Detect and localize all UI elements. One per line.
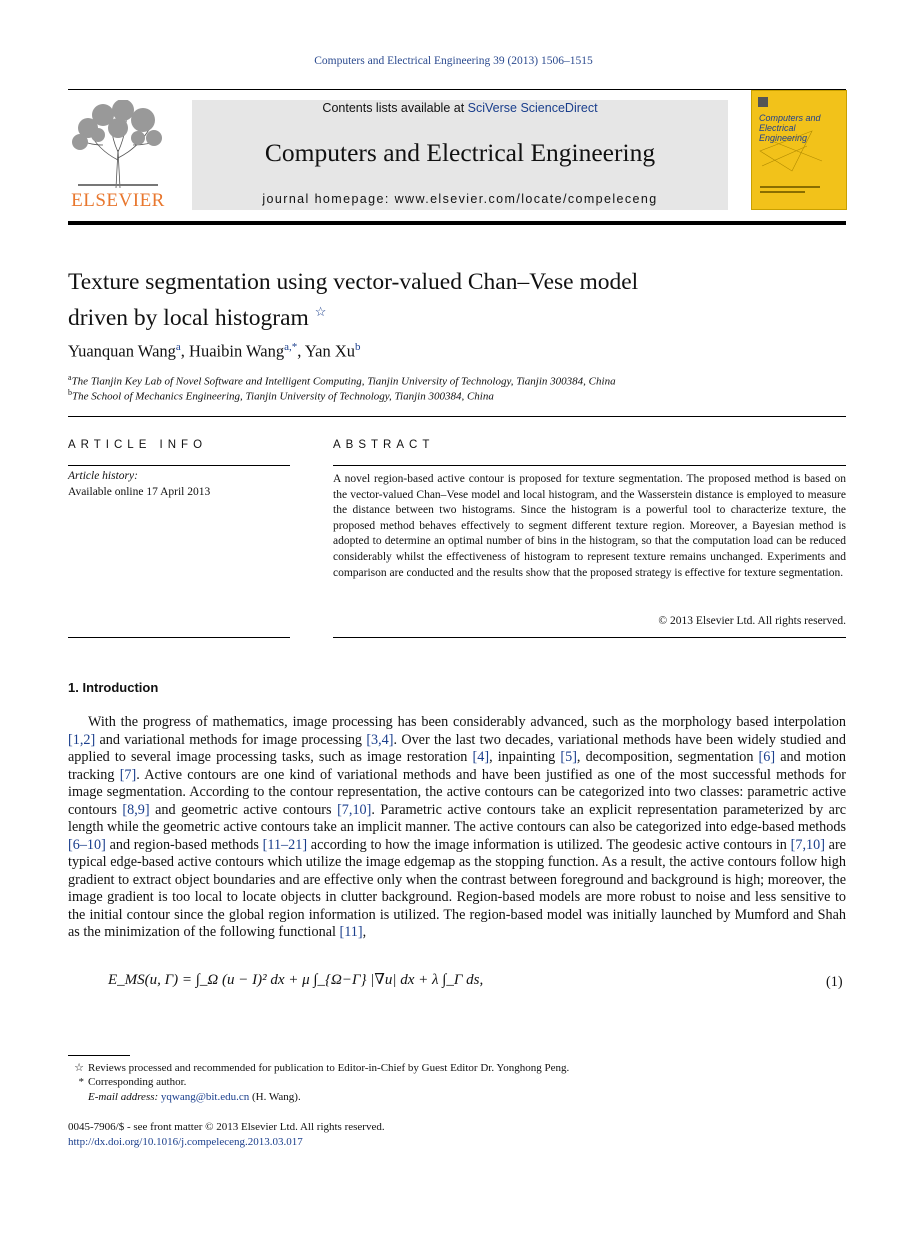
author-name: Huaibin Wang xyxy=(189,341,285,361)
footnote-text: Corresponding author. xyxy=(88,1076,187,1088)
publisher-name: ELSEVIER xyxy=(71,190,165,211)
doi-link[interactable]: http://dx.doi.org/10.1016/j.compeleceng.2013.03.017 xyxy=(68,1136,303,1148)
title-line1: Texture segmentation using vector-valued Chan–Vese model xyxy=(68,269,639,295)
text-run: , xyxy=(362,924,367,940)
reference-link[interactable]: [11–21] xyxy=(262,836,308,853)
reference-link[interactable]: [5] xyxy=(560,749,577,765)
article-title xyxy=(68,268,768,333)
text-run: and variational methods for image processing xyxy=(95,731,367,748)
footnote-star xyxy=(68,1061,569,1074)
elsevier-logo[interactable] xyxy=(68,100,168,210)
header-thick-rule xyxy=(68,221,846,225)
homepage-url[interactable]: www.elsevier.com/locate/compeleceng xyxy=(394,192,658,206)
sciencedirect-link[interactable]: SciVerse ScienceDirect xyxy=(467,101,598,115)
affiliation-mark: a xyxy=(68,373,72,382)
text-run: . Parametric active contours take an explicit representation parameterized by arc length while the geometric active contours take an implicit manner. The active contours can also be categorized into edge-based methods xyxy=(68,801,846,835)
reference-link[interactable]: [3,4] xyxy=(366,731,394,748)
email-suffix: (H. Wang). xyxy=(249,1091,301,1103)
cover-title-line2: Electrical Engineering xyxy=(759,123,808,143)
affiliation-a xyxy=(68,373,616,388)
reference-link[interactable]: [7] xyxy=(119,766,137,783)
affiliation-text: The Tianjin Key Lab of Novel Software and Intelligent Computing, Tianjin University of Technology, Tianjin 300384, China xyxy=(71,375,616,388)
title-footnote-mark[interactable]: ☆ xyxy=(314,304,327,319)
footnote-corresponding xyxy=(68,1076,186,1088)
author-list xyxy=(68,341,361,362)
footnote-mark: * xyxy=(78,1076,84,1088)
journal-citation[interactable]: Computers and Electrical Engineering 39 (2013) 1506–1515 xyxy=(314,55,593,67)
text-run: . Active contours are one kind of variational methods and have been justified as one of the most successful methods for image segmentation. According to the contour representation, the active contours can be categorized into two classes: parametric active contours xyxy=(68,766,847,818)
homepage-prefix: journal homepage: xyxy=(262,192,395,206)
section-heading-introduction: 1. Introduction xyxy=(68,680,159,695)
affiliation-text: The School of Mechanics Engineering, Tianjin University of Technology, Tianjin 300384, China xyxy=(72,390,494,403)
abstract-text: A novel region-based active contour is proposed for texture segmentation. The proposed method is based on the vector-valued Chan–Vese model and local histogram, and the Wasserstein distance is employed to measure the distance between two histograms. Since the histogram is a powerful tool to characterize texture, the proposed method behaves effectively to segment different texture region. Moreover, a Bayesian method is adopted to determine an optimal number of bins in the histogram, so that the computation load can be reduced considerably whilst the effectiveness of histogram to represent texture remains unchanged. Experiments and comparison are conducted and the results show that the proposed strategy is effective for texture segmentation. xyxy=(333,473,846,579)
author-affil-mark[interactable]: b xyxy=(355,341,361,353)
article-info-heading: ARTICLE INFO xyxy=(68,439,208,451)
footnote-email xyxy=(88,1091,301,1103)
header-top-rule xyxy=(68,89,846,90)
journal-title: Computers and Electrical Engineering xyxy=(264,138,656,167)
contents-prefix: Contents lists available at xyxy=(322,101,468,115)
author-separator: , xyxy=(180,341,190,361)
text-run: . Over the last two decades, variational methods have been widely studied and applied to several image processing tasks, such as image restoration xyxy=(68,731,846,765)
equation-1: E_MS(u, Γ) = ∫_Ω (u − I)² dx + μ ∫_{Ω−Γ} |∇u| dx + λ ∫_Γ ds, xyxy=(108,972,484,988)
text-run: and region-based methods xyxy=(105,836,263,853)
author-name: Yuanquan Wang xyxy=(68,341,176,361)
elsevier-tree-icon xyxy=(68,100,168,192)
affiliation-b xyxy=(68,388,494,403)
text-run: and geometric active contours xyxy=(149,801,338,818)
reference-link[interactable]: [6–10] xyxy=(68,836,106,853)
text-run: are typical edge-based active contours which utilize the image edgemap as the stopping function. As a result, the active contours follow high gradient to extract object boundaries and are effective only when the contrast between foreground and background is high; moreover, the image gradient is too local to locate objects in clutter background. Region-based models are more robust to noise and less sensitive to the initial contour since the global region information is utilized. The region-based model was initially launched by Mumford and Shah as the minimization of the following functional xyxy=(68,836,847,940)
email-label: E-mail address: xyxy=(88,1091,159,1103)
reference-link[interactable]: [6] xyxy=(758,749,776,765)
cover-decoration-icon xyxy=(752,91,846,209)
homepage-line xyxy=(192,192,728,206)
introduction-body xyxy=(68,714,846,942)
affiliation-rule xyxy=(68,416,846,417)
author-name: Yan Xu xyxy=(304,341,356,361)
info-bottom-rule xyxy=(68,637,290,638)
abstract-bottom-rule xyxy=(333,637,846,638)
reference-link[interactable]: [7,10] xyxy=(337,801,372,818)
text-run: according to how the image information is utilized. The geodesic active contours in xyxy=(307,836,791,853)
text-run: , decomposition, segmentation xyxy=(576,749,759,765)
info-rule xyxy=(68,465,290,466)
footnote-text: Reviews processed and recommended for publication to Editor-in-Chief by Guest Editor Dr. Yonghong Peng. xyxy=(88,1062,570,1074)
email-link[interactable]: yqwang@bit.edu.cn xyxy=(160,1091,250,1103)
reference-link[interactable]: [4] xyxy=(472,749,490,765)
affiliation-mark: b xyxy=(68,388,72,397)
abstract-rule xyxy=(333,465,846,466)
intro-paragraph xyxy=(68,714,846,942)
text-run: With the progress of mathematics, image processing has been considerably advanced, such as the morphology based interpolation xyxy=(88,714,846,730)
history-label: Article history: xyxy=(68,470,138,482)
title-line2: driven by local histogram xyxy=(68,304,309,331)
abstract-copyright: © 2013 Elsevier Ltd. All rights reserved. xyxy=(658,615,846,627)
reference-link[interactable]: [8,9] xyxy=(122,801,150,818)
text-run: , inpainting xyxy=(489,749,561,765)
cover-title-line1: Computers and xyxy=(759,113,821,123)
journal-cover-thumbnail[interactable] xyxy=(751,90,847,210)
reference-link[interactable]: [1,2] xyxy=(68,731,96,748)
journal-banner xyxy=(192,100,728,210)
text-run: and motion tracking xyxy=(68,749,847,783)
author-separator: , xyxy=(297,341,305,361)
footnote-rule xyxy=(68,1055,130,1056)
abstract-heading: ABSTRACT xyxy=(333,439,435,451)
history-value: Available online 17 April 2013 xyxy=(68,486,211,498)
issn-line: 0045-7906/$ - see front matter © 2013 Elsevier Ltd. All rights reserved. xyxy=(68,1121,385,1133)
equation-number: (1) xyxy=(826,974,843,990)
footnote-mark: ☆ xyxy=(74,1062,84,1074)
reference-link[interactable]: [11] xyxy=(339,924,363,940)
contents-line xyxy=(192,100,728,116)
author-affil-mark[interactable]: a xyxy=(175,341,181,353)
author-affil-mark[interactable]: a,* xyxy=(284,341,298,353)
reference-link[interactable]: [7,10] xyxy=(790,836,825,853)
